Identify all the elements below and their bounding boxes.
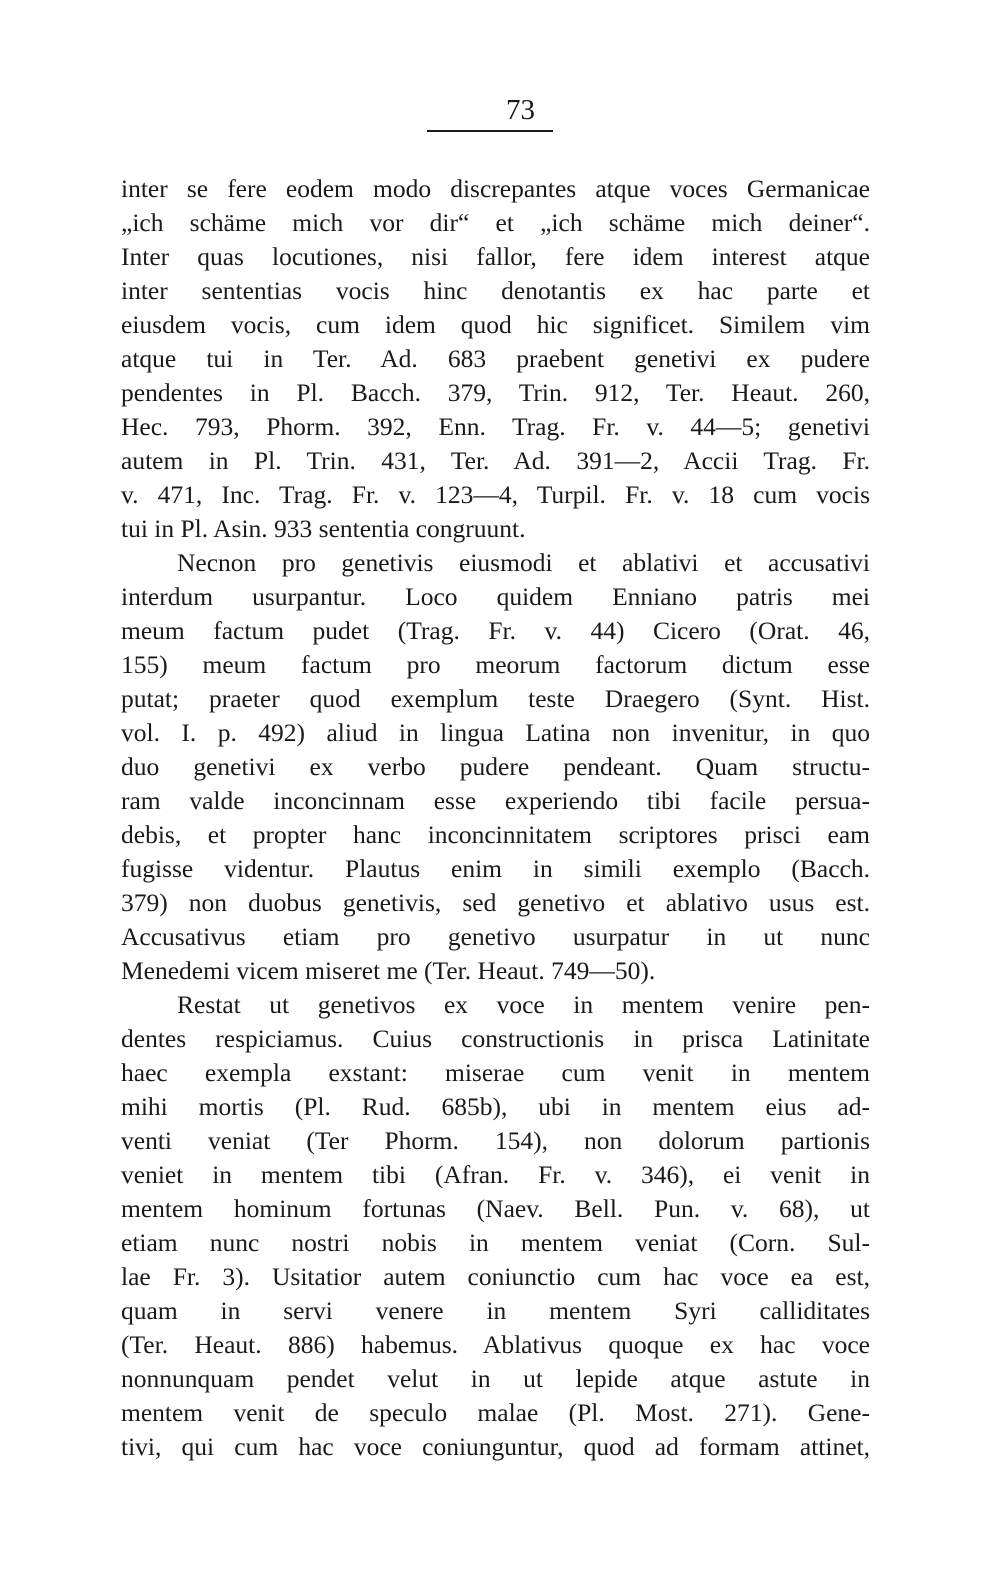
text-line: inter sententias vocis hinc denotantis ex hac parte et (121, 276, 870, 305)
text-line: inter se fere eodem modo discrepantes atque voces Germanicae (121, 174, 870, 203)
text-line: putat; praeter quod exemplum teste Draegero (Synt. Hist. (121, 684, 870, 713)
text-line: ram valde inconcinnam esse experiendo tibi facile persua- (121, 786, 870, 815)
text-line: quam in servi venere in mentem Syri calliditates (121, 1296, 870, 1325)
text-line: meum factum pudet (Trag. Fr. v. 44) Cicero (Orat. 46, (121, 616, 870, 645)
text-line: Hec. 793, Phorm. 392, Enn. Trag. Fr. v. 44—5; genetivi (121, 412, 870, 441)
text-line: interdum usurpantur. Loco quidem Enniano patris mei (121, 582, 870, 611)
text-line: mentem venit de speculo malae (Pl. Most. 271). Gene- (121, 1398, 870, 1427)
text-line: Inter quas locutiones, nisi fallor, fere idem interest atque (121, 242, 870, 271)
page-number: 73 (506, 94, 535, 126)
text-line: vol. I. p. 492) aliud in lingua Latina non invenitur, in quo (121, 718, 870, 747)
text-line: debis, et propter hanc inconcinnitatem scriptores prisci eam (121, 820, 870, 849)
text-line: atque tui in Ter. Ad. 683 praebent genetivi ex pudere (121, 344, 870, 373)
text-line: v. 471, Inc. Trag. Fr. v. 123—4, Turpil. Fr. v. 18 cum vocis (121, 480, 870, 509)
text-line: lae Fr. 3). Usitatior autem coniunctio cum hac voce ea est, (121, 1262, 870, 1291)
text-line: Necnon pro genetivis eiusmodi et ablativi et accusativi (177, 548, 870, 577)
text-line: mentem hominum fortunas (Naev. Bell. Pun. v. 68), ut (121, 1194, 870, 1223)
text-line: dentes respiciamus. Cuius constructionis in prisca Latinitate (121, 1024, 870, 1053)
text-line: „ich schäme mich vor dir“ et „ich schäme mich deiner“. (121, 208, 870, 237)
text-line: 379) non duobus genetivis, sed genetivo et ablativo usus est. (121, 888, 870, 917)
text-line: tui in Pl. Asin. 933 sententia congruunt. (121, 514, 526, 543)
header-rule (427, 130, 553, 132)
text-line: eiusdem vocis, cum idem quod hic significet. Similem vim (121, 310, 870, 339)
text-line: veniet in mentem tibi (Afran. Fr. v. 346), ei venit in (121, 1160, 870, 1189)
text-line: (Ter. Heaut. 886) habemus. Ablativus quoque ex hac voce (121, 1330, 870, 1359)
text-line: etiam nunc nostri nobis in mentem veniat (Corn. Sul- (121, 1228, 870, 1257)
text-line: venti veniat (Ter Phorm. 154), non dolorum partionis (121, 1126, 870, 1155)
text-line: Restat ut genetivos ex voce in mentem venire pen- (177, 990, 870, 1019)
text-line: 155) meum factum pro meorum factorum dictum esse (121, 650, 870, 679)
text-line: tivi, qui cum hac voce coniunguntur, quod ad formam attinet, (121, 1432, 870, 1461)
text-line: fugisse videntur. Plautus enim in simili exemplo (Bacch. (121, 854, 870, 883)
text-line: autem in Pl. Trin. 431, Ter. Ad. 391—2, Accii Trag. Fr. (121, 446, 870, 475)
text-line: duo genetivi ex verbo pudere pendeant. Quam structu- (121, 752, 870, 781)
text-line: nonnunquam pendet velut in ut lepide atque astute in (121, 1364, 870, 1393)
text-line: haec exempla exstant: miserae cum venit in mentem (121, 1058, 870, 1087)
body-text (121, 172, 870, 1464)
text-line: pendentes in Pl. Bacch. 379, Trin. 912, Ter. Heaut. 260, (121, 378, 870, 407)
text-line: Menedemi vicem miseret me (Ter. Heaut. 749—50). (121, 956, 656, 985)
book-page (121, 92, 870, 1464)
text-line: mihi mortis (Pl. Rud. 685b), ubi in mentem eius ad- (121, 1092, 870, 1121)
text-line: Accusativus etiam pro genetivo usurpatur in ut nunc (121, 922, 870, 951)
